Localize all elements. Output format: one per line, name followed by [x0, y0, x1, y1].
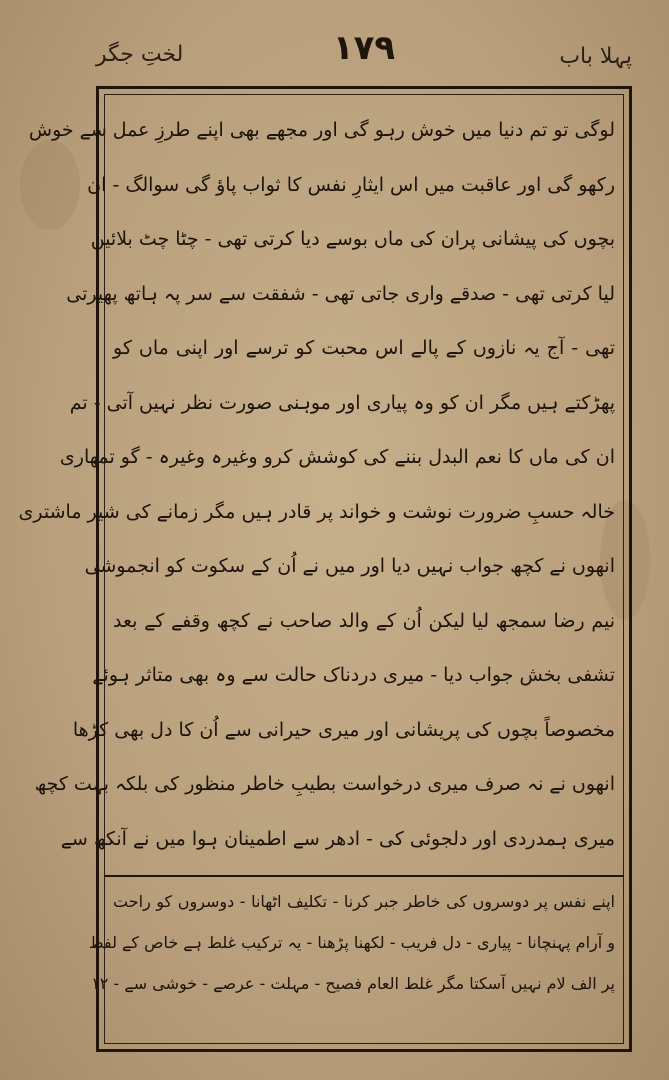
text-line: میری ہمدردی اور دلجوئی کی - ادھر سے اطمینان ہوا میں نے آنکھ سے: [60, 827, 615, 850]
text-line: تشفی بخش جواب دیا - میری دردناک حالت سے وہ بھی متاثر ہوئے: [92, 664, 615, 686]
text-line: مخصوصاً بچوں کی پریشانی اور میری حیرانی سے اُن کا دل بھی کڑھا: [72, 718, 615, 741]
footnote-line: پر الف لام نہیں آسکتا مگر غلط العام فصیح - مہلت - عرصے - خوشی سے - ۱۲: [91, 974, 615, 993]
text-line: انھوں نے کچھ جواب نہیں دیا اور میں نے اُن کے سکوت کو انجموشی: [84, 555, 615, 577]
text-line: بچوں کی پیشانی پران کی ماں بوسے دیا کرتی تھی - چٹا چٹ بلائیں: [90, 228, 615, 250]
text-line: پھڑکتے ہیں مگر ان کو وہ پیاری اور موہنی صورت نظر نہیں آتی - تم: [69, 391, 615, 414]
text-line: لوگی تو تم دنیا میں خوش رہو گی اور مجھے بھی اپنے طرزِ عمل سے خوش: [28, 119, 615, 141]
text-line: انھوں نے نہ صرف میری درخواست بطیبِ خاطر منظور کی بلکہ بہت کچھ: [34, 773, 615, 795]
footnote-line: و آرام پہنچانا - پیاری - دل فریب - لکھنا پڑھنا - یہ ترکیب غلط ہے خاص کے لفظ: [88, 933, 615, 952]
text-line: لیا کرتی تھی - صدقے واری جاتی تھی - شفقت سے سر پہ ہاتھ پھیرتی: [66, 282, 615, 305]
text-line: نیم رضا سمجھ لیا لیکن اُن کے والد صاحب نے کچھ وقفے کے بعد: [113, 609, 615, 632]
footnote-line: اپنے نفس پر دوسروں کی خاطر جبر کرنا - تکلیف اٹھانا - دوسروں کو راحت: [113, 892, 615, 911]
text-frame: [18, 86, 632, 1052]
footnotes: [88, 881, 615, 1004]
text-line: رکھو گی اور عاقبت میں اس ایثارِ نفس کا ثواب پاؤ گی سوالگ - ان: [87, 173, 615, 196]
text-line: خالہ حسبِ ضرورت نوشت و خواند پر قادر ہیں مگر زمانے کی شیر ماشتری: [18, 500, 615, 523]
main-text: [18, 103, 615, 863]
page-number: ۱۷۹: [332, 28, 396, 68]
text-line: ان کی ماں کا نعم البدل بننے کی کوشش کرو وغیرہ وغیرہ - گو تمھاری: [59, 446, 615, 468]
footnote-divider: [104, 875, 624, 877]
page-header: [96, 28, 632, 84]
text-line: تھی - آج یہ نازوں کے پالے اس محبت کو ترسے اور اپنی ماں کو: [113, 337, 615, 359]
book-title: لختِ جگر: [96, 42, 184, 67]
chapter-label: پہلا باب: [559, 44, 632, 69]
